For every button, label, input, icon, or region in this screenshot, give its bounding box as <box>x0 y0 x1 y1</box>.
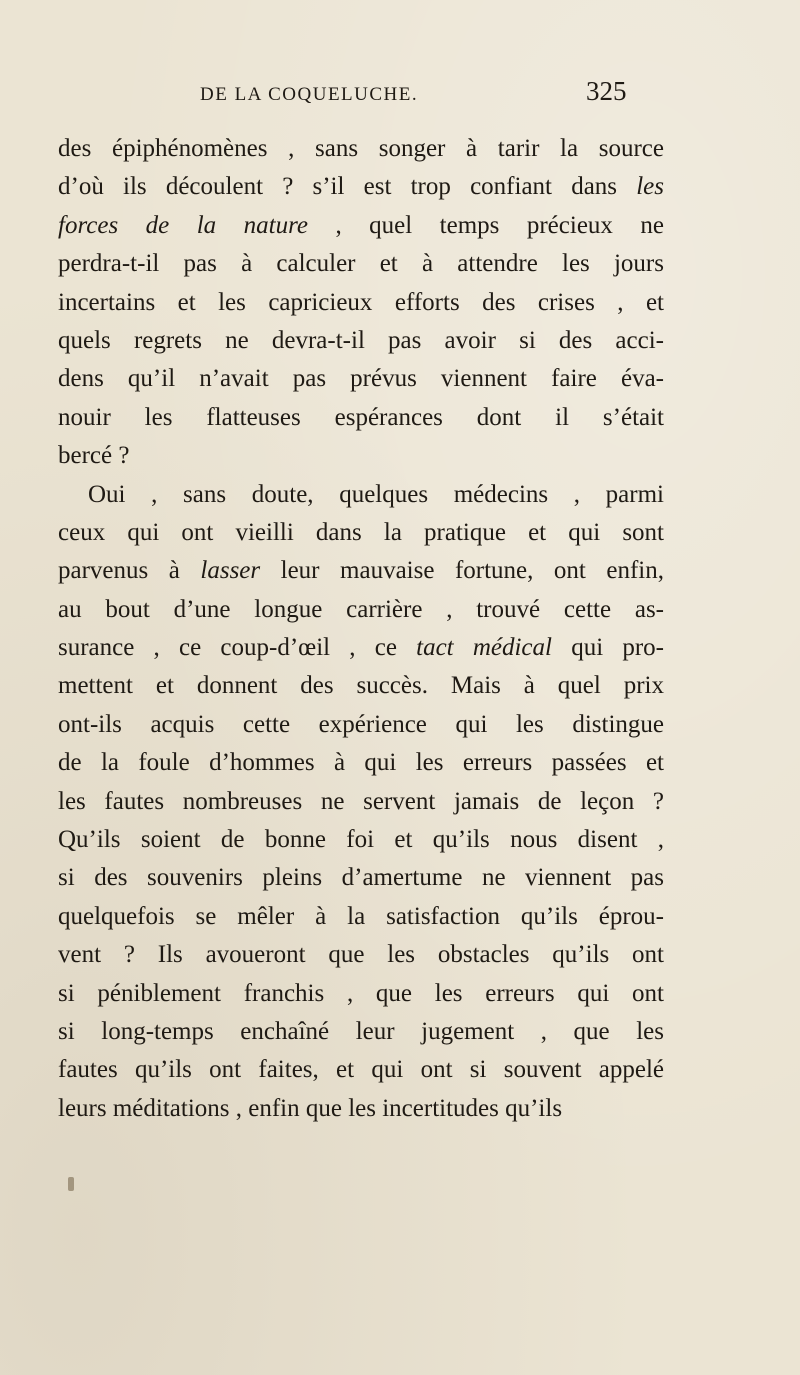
page-number: 325 <box>586 76 627 106</box>
italic-phrase: lasser <box>200 557 261 585</box>
text-line <box>58 476 664 514</box>
text-line <box>58 744 664 782</box>
running-head <box>0 76 800 118</box>
text-run: d’où ils découlent ? s’il est trop confiant dans <box>58 173 637 201</box>
text-line <box>58 514 664 552</box>
text-line <box>58 629 664 667</box>
text-run: si péniblement franchis , que les erreurs qui ont <box>58 979 664 1007</box>
text-line <box>58 399 664 437</box>
text-run: Oui , sans doute, quelques médecins , parmi <box>88 480 664 508</box>
text-run: mettent et donnent des succès. Mais à quel prix <box>58 672 664 700</box>
text-line <box>58 936 664 974</box>
text-run: leur mauvaise fortune, ont enfin, <box>260 557 664 585</box>
text-run: dens qu’il n’avait pas prévus viennent faire éva- <box>58 365 664 393</box>
text-run: leurs méditations , enfin que les incertitudes qu’ils <box>58 1094 563 1122</box>
text-run: incertains et les capricieux efforts des crises , et <box>58 288 664 316</box>
text-line <box>58 1013 664 1051</box>
text-line <box>58 591 664 629</box>
text-line <box>58 207 664 245</box>
ink-blemish <box>68 1177 74 1191</box>
text-run: des épiphénomènes , sans songer à tarir la source <box>58 135 664 162</box>
text-run: qui pro- <box>551 634 664 662</box>
text-line <box>58 168 664 206</box>
body-text <box>58 130 664 1128</box>
text-line <box>58 783 664 821</box>
running-head-title: DE LA COQUELUCHE. <box>200 84 419 105</box>
text-run: de la foule d’hommes à qui les erreurs passées et <box>58 749 664 777</box>
text-line <box>58 667 664 705</box>
text-line <box>58 437 664 475</box>
text-line <box>58 1051 664 1089</box>
italic-phrase: tact médical <box>416 634 552 662</box>
text-run: bercé ? <box>58 442 130 470</box>
text-run: perdra-t-il pas à calculer et à attendre les jours <box>58 250 664 278</box>
text-run: parvenus à <box>58 557 201 585</box>
text-line <box>58 245 664 283</box>
text-run: vent ? Ils avoueront que les obstacles qu’ils ont <box>58 941 664 969</box>
text-line <box>58 898 664 936</box>
text-run: , quel temps précieux ne <box>307 211 664 239</box>
italic-phrase: les <box>636 173 664 201</box>
text-run: les fautes nombreuses ne servent jamais de leçon ? <box>58 787 664 815</box>
text-line <box>58 706 664 744</box>
text-run: Qu’ils soient de bonne foi et qu’ils nous disent , <box>58 826 664 854</box>
text-run: quelquefois se mêler à la satisfaction qu’ils éprou- <box>58 902 664 930</box>
text-line <box>58 821 664 859</box>
text-line <box>58 975 664 1013</box>
text-run: si des souvenirs pleins d’amertume ne viennent pas <box>58 864 664 892</box>
text-line <box>58 360 664 398</box>
text-line <box>58 859 664 897</box>
text-run: nouir les flatteuses espérances dont il s’était <box>58 403 664 431</box>
text-line <box>58 552 664 590</box>
text-run: au bout d’une longue carrière , trouvé cette as- <box>58 595 664 623</box>
text-run: fautes qu’ils ont faites, et qui ont si souvent appelé <box>58 1056 664 1084</box>
text-run: si long-temps enchaîné leur jugement , que les <box>58 1017 664 1045</box>
text-run: surance , ce coup-d’œil , ce <box>58 634 417 662</box>
text-line <box>58 284 664 322</box>
text-line <box>58 130 664 168</box>
text-run: quels regrets ne devra-t-il pas avoir si des acci- <box>58 326 664 354</box>
text-run: ont-ils acquis cette expérience qui les distingue <box>58 710 664 738</box>
text-line <box>58 1090 664 1128</box>
text-line <box>58 322 664 360</box>
italic-phrase: forces de la nature <box>58 211 308 239</box>
text-run: ceux qui ont vieilli dans la pratique et qui sont <box>58 518 664 546</box>
